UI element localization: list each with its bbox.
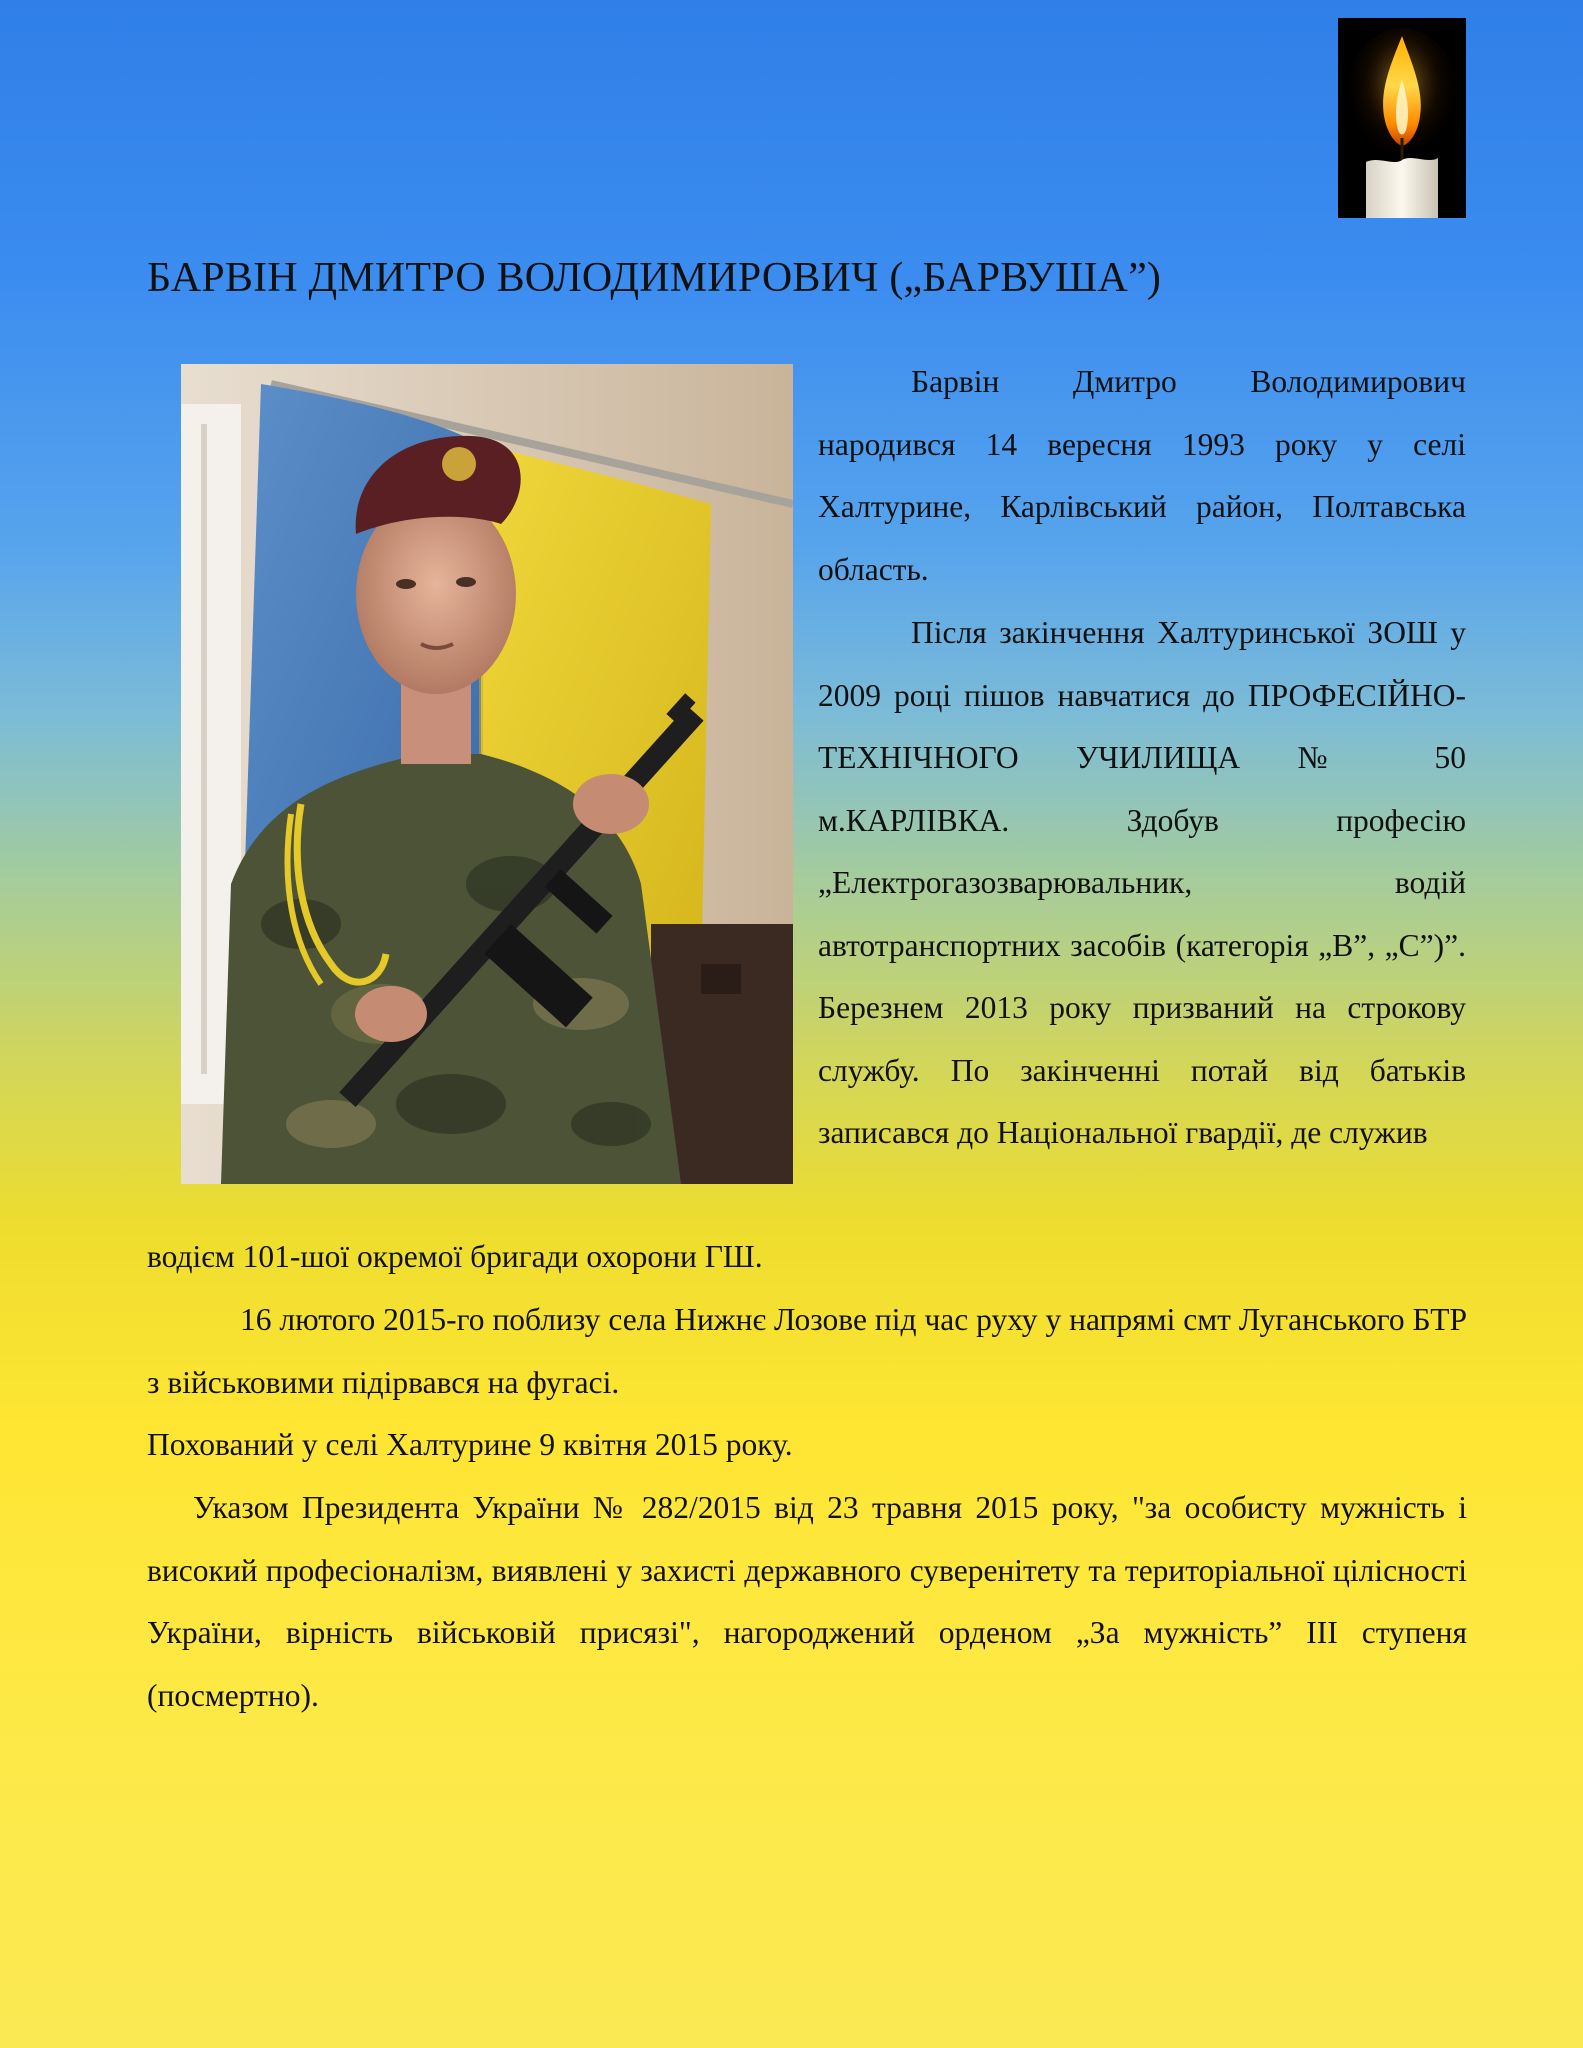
paragraph-death: 16 лютого 2015-го поблизу села Нижнє Лозове під час руху у напрямі смт Луганського БТР з військовими підірвався на фугасі. [147, 1302, 1467, 1400]
memorial-candle-icon [1338, 18, 1466, 218]
paragraph-education-service-continued: водієм 101-шої окремої бригади охорони ГШ. [147, 1239, 763, 1274]
paragraph-education-service: Після закінчення Халтуринської ЗОШ у 2009 році пішов навчатися до ПРОФЕСІЙНО-ТЕХНІЧНОГО УЧИЛИЩА № 50 м.КАРЛІВКА. Здобув професію „Електрогазозварювальник, водій автотранспортних засобів (категорія „В”, „С”)”. Березнем 2013 року призваний на строкову службу. По закінченні потай від батьків записався до Національної гвардії, де служив [818, 615, 1466, 1150]
paragraph-burial: Похований у селі Халтурине 9 квітня 2015 року. [147, 1427, 793, 1462]
paragraph-birth: Барвін Дмитро Володимирович народився 14 вересня 1993 року у селі Халтурине, Карлівський район, Полтавська область. [818, 364, 1466, 587]
soldier-portrait-photo [181, 364, 793, 1184]
page-title: БАРВІН ДМИТРО ВОЛОДИМИРОВИЧ („БАРВУША”) [147, 255, 1162, 301]
paragraph-award: Указом Президента України № 282/2015 від 23 травня 2015 року, "за особисту мужність і високий професіоналізм, виявлені у захисті державного суверенітету та територіальної цілісності України, вірність військовій присязі", нагороджений орденом „За мужність” ІІІ ступеня (посмертно). [147, 1490, 1467, 1713]
